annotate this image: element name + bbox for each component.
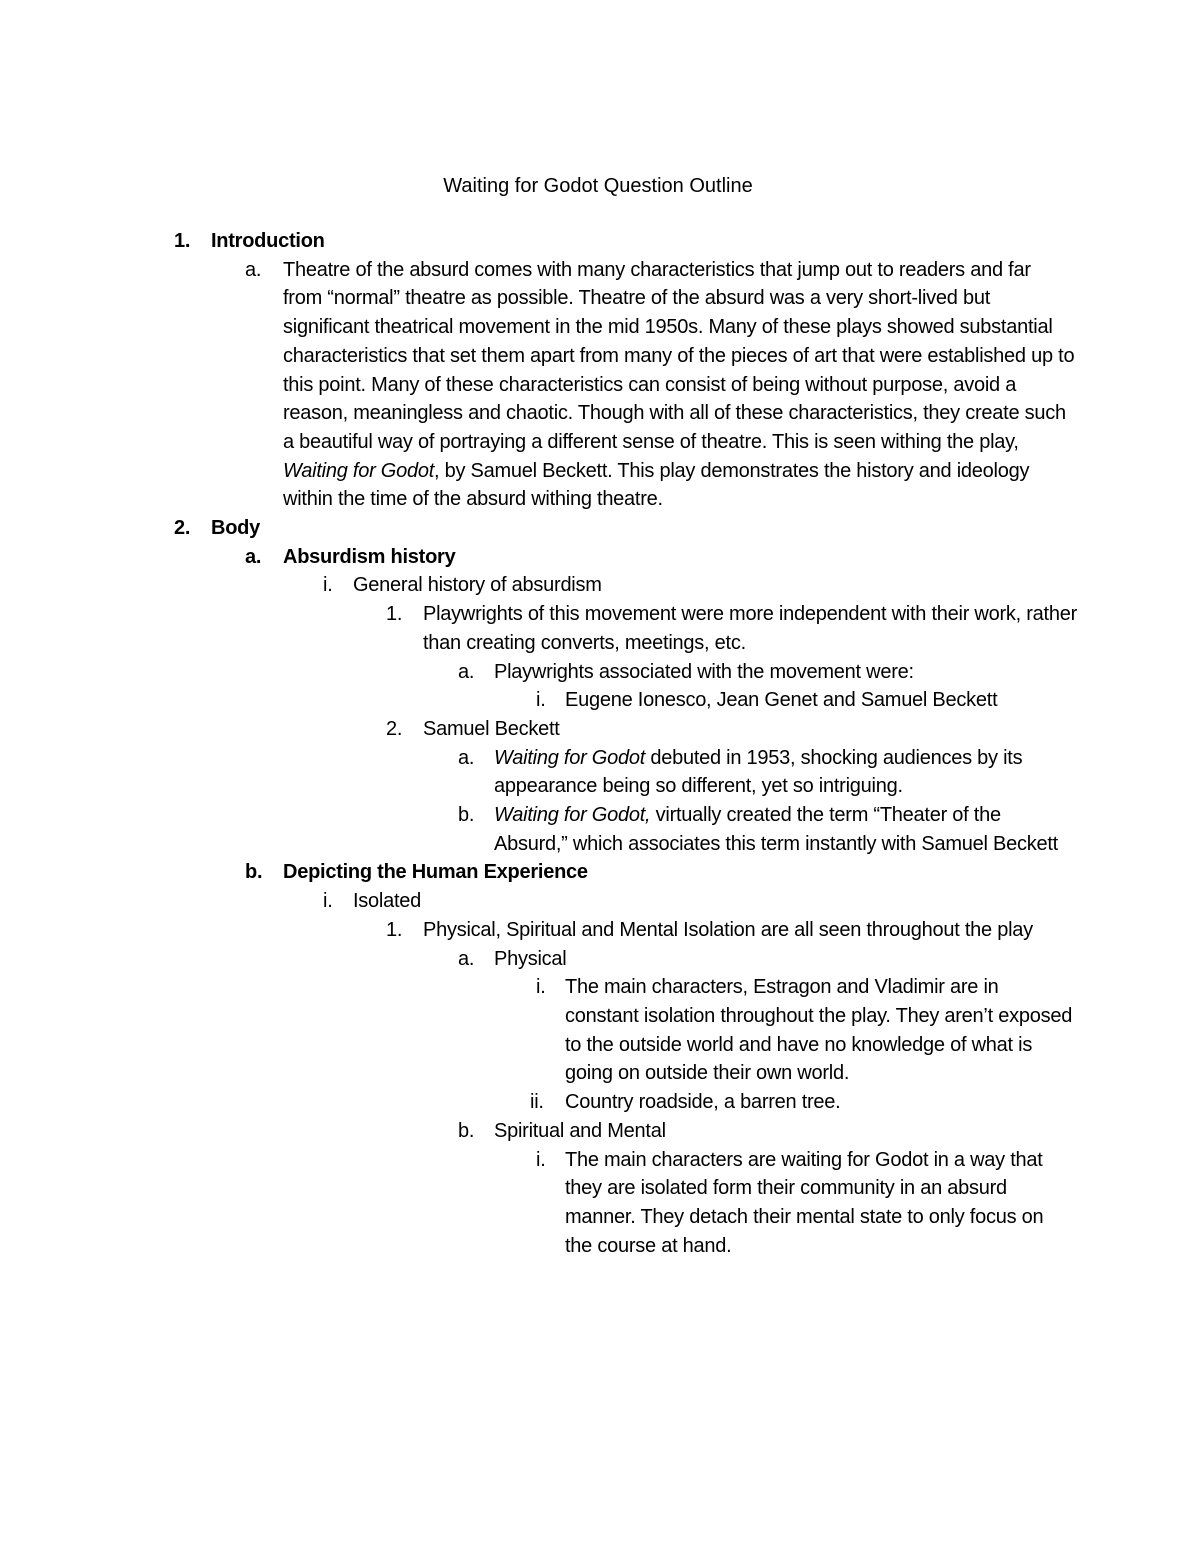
item-text <box>494 744 1070 801</box>
outline-item-human-experience <box>0 858 1075 887</box>
list-marker: i. <box>536 1148 546 1171</box>
outline-item-godot-term <box>0 801 1070 858</box>
section-heading: Introduction <box>211 230 325 252</box>
list-marker: 1. <box>174 230 191 252</box>
item-text: Playwrights associated with the movement were: <box>494 660 914 683</box>
outline-item-isolated <box>0 887 1080 916</box>
play-title-italic: Waiting for Godot <box>494 746 646 769</box>
outline-item-playwrights-associated <box>0 658 1070 687</box>
list-marker: i. <box>323 574 333 597</box>
subsection-heading: Absurdism history <box>283 545 456 568</box>
outline-item-physical <box>0 945 1070 974</box>
outline-item-playwright-names <box>0 686 1075 715</box>
item-text: Physical, Spiritual and Mental Isolation are all seen throughout the play <box>423 918 1033 941</box>
list-marker: b. <box>458 804 475 827</box>
play-title-italic: Waiting for Godot, <box>494 804 651 827</box>
paragraph-text <box>283 256 1075 514</box>
item-text: General history of absurdism <box>353 574 602 597</box>
list-marker: a. <box>458 660 475 683</box>
outline-item-spiritual-characters <box>0 1146 1075 1261</box>
list-marker: 1. <box>386 603 403 626</box>
item-text: The main characters are waiting for Godot in a way that they are isolated form their community in an absurd manner. They detach their mental state to only focus on the course at hand. <box>565 1148 1044 1257</box>
paragraph-segment: , by Samuel Beckett. This play demonstrates the history and ideology within the time of the absurd withing theatre. <box>283 459 1030 511</box>
outline-item-spiritual-mental <box>0 1117 1070 1146</box>
list-marker: b. <box>245 861 263 884</box>
list-marker: ii. <box>530 1091 544 1114</box>
item-text: Physical <box>494 947 567 970</box>
list-marker: 2. <box>174 517 191 540</box>
outline-item-physical-setting <box>0 1088 1075 1117</box>
item-text: Isolated <box>353 890 422 913</box>
outline-item-physical-characters <box>0 973 1075 1088</box>
outline-item-introduction <box>0 227 1110 256</box>
item-text: The main characters, Estragon and Vladimir are in constant isolation throughout the play. They aren’t exposed to the outside world and have no knowledge of what is going on outside their own world. <box>565 976 1073 1085</box>
item-text <box>494 801 1070 858</box>
document-title: Waiting for Godot Question Outline <box>443 175 753 197</box>
item-text: Playwrights of this movement were more independent with their work, rather than creating converts, meetings, etc. <box>423 603 1078 654</box>
item-text: Country roadside, a barren tree. <box>565 1091 841 1114</box>
outline-item-general-history <box>0 571 1080 600</box>
paragraph-segment: Theatre of the absurd comes with many characteristics that jump out to readers and far from “normal” theatre as possible. Theatre of the absurd was a very short-lived but significant theatrical movement in the mid 1950s. Many of these plays showed substantial characteristics that set them apart from many of the pieces of art that were established up to this point. Many of these characteristics can consist of being without purpose, avoid a reason, meaningless and chaotic. Though with all of these characteristics, they create such a beautiful way of portraying a different sense of theatre. This is seen withing the play, <box>283 258 1075 453</box>
outline-item-samuel-beckett <box>0 715 1085 744</box>
list-marker: a. <box>245 258 262 281</box>
play-title-italic: Waiting for Godot <box>283 459 435 482</box>
item-text-segment: virtually created the term “Theater of the Absurd,” which associates this term instantly with Samuel Beckett <box>494 804 1058 855</box>
list-marker: i. <box>536 689 546 712</box>
outline-item-playwrights-independent <box>0 600 1085 657</box>
list-marker: i. <box>323 890 333 913</box>
item-text: Spiritual and Mental <box>494 1119 666 1142</box>
item-text: Samuel Beckett <box>423 717 560 740</box>
subsection-heading: Depicting the Human Experience <box>283 861 588 884</box>
item-text: Eugene Ionesco, Jean Genet and Samuel Beckett <box>565 689 998 712</box>
outline-item-isolation-types <box>0 916 1085 945</box>
outline-item-body <box>0 514 1110 543</box>
outline-item-intro-paragraph <box>0 256 1075 514</box>
outline-item-absurdism-history <box>0 543 1075 572</box>
list-marker: b. <box>458 1119 475 1142</box>
list-marker: a. <box>245 545 262 568</box>
list-marker: i. <box>536 976 546 999</box>
list-marker: 1. <box>386 918 403 941</box>
list-marker: a. <box>458 746 475 769</box>
outline-item-godot-debut <box>0 744 1070 801</box>
item-text-segment: debuted in 1953, shocking audiences by its appearance being so different, yet so intriguing. <box>494 746 1023 798</box>
list-marker: 2. <box>386 717 403 740</box>
section-heading: Body <box>211 517 260 540</box>
outline <box>0 227 1200 1260</box>
list-marker: a. <box>458 947 475 970</box>
